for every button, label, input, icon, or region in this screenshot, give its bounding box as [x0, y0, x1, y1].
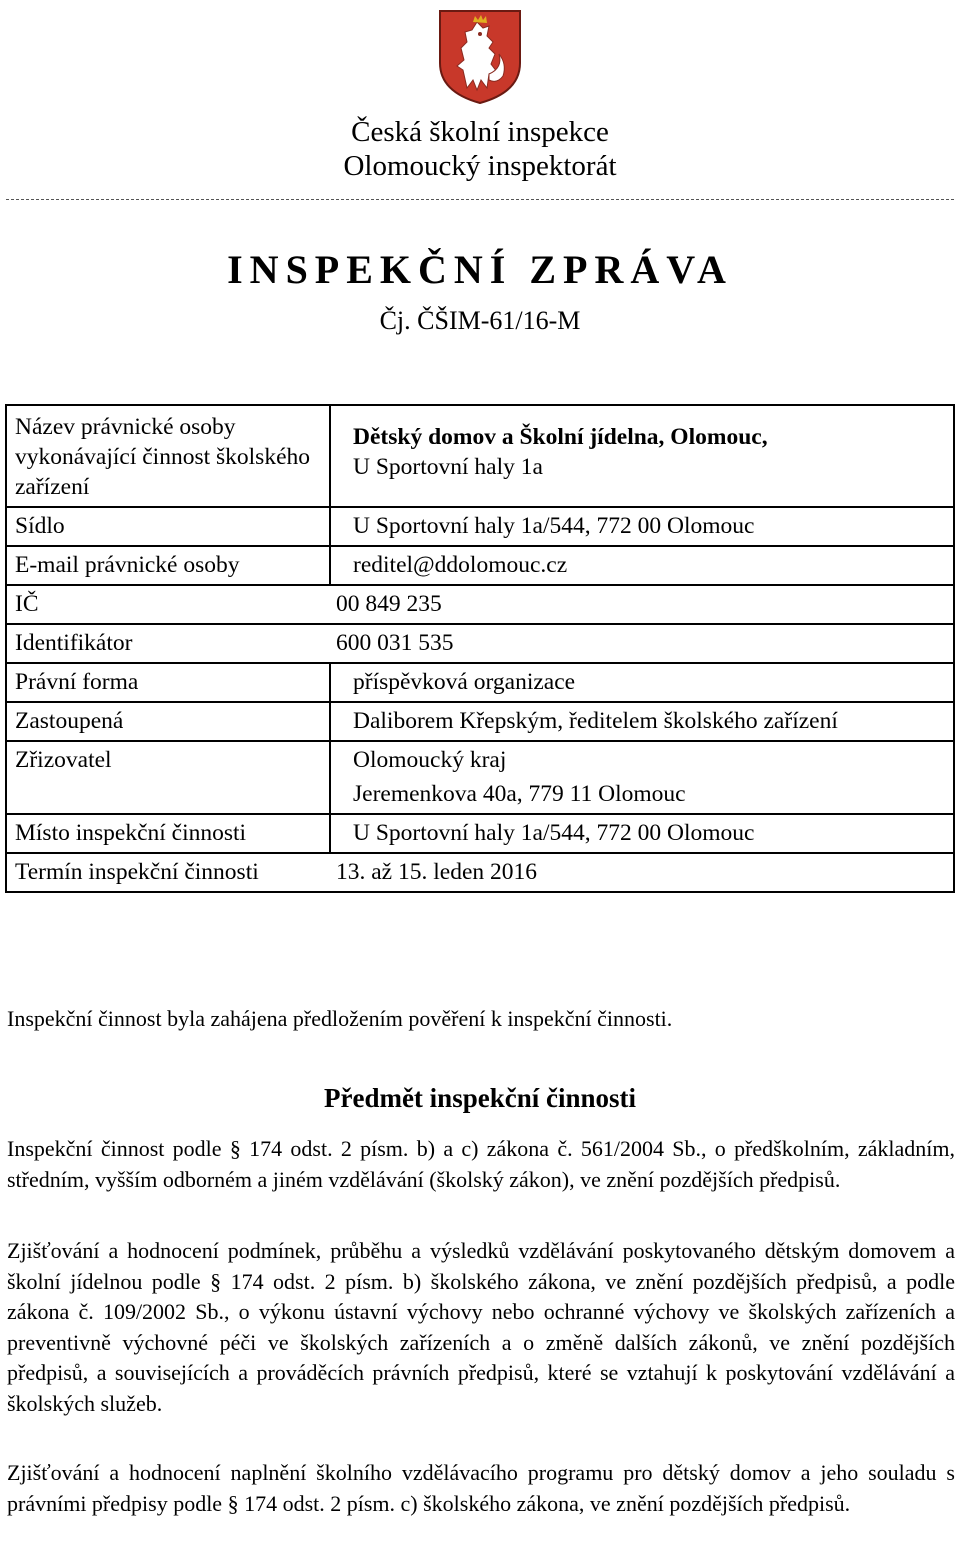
founder-value	[330, 741, 954, 814]
identifier-cell	[6, 624, 954, 663]
table-row	[6, 663, 954, 702]
term-label: Termín inspekční činnosti	[15, 859, 259, 885]
ic-label: IČ	[15, 591, 39, 617]
table-row	[6, 405, 954, 507]
organization-name: Česká školní inspekce	[351, 116, 609, 148]
table-row	[6, 741, 954, 814]
place-label: Místo inspekční činnosti	[6, 814, 330, 853]
place-value: U Sportovní haly 1a/544, 772 00 Olomouc	[330, 814, 954, 853]
table-row	[6, 585, 954, 624]
table-row	[6, 624, 954, 663]
ic-value: 00 849 235	[336, 591, 442, 617]
table-row	[6, 546, 954, 585]
represented-value: Daliborem Křepským, ředitelem školského zařízení	[330, 702, 954, 741]
founder-value-line2: Jeremenkova 40a, 779 11 Olomouc	[353, 781, 686, 807]
email-value: reditel@ddolomouc.cz	[330, 546, 954, 585]
email-label: E-mail právnické osoby	[6, 546, 330, 585]
paragraph-curriculum: Zjišťování a hodnocení naplnění školního vzdělávacího programu pro dětský domov a jeho souladu s právními předpisy podle § 174 odst. 2 písm. c) školského zákona, ve znění pozdějších předpisů.	[7, 1460, 955, 1516]
table-row	[6, 507, 954, 546]
paragraph-legal-basis: Inspekční činnost podle § 174 odst. 2 písm. b) a c) zákona č. 561/2004 Sb., o předškolním, základním, středním, vyšším odborném a jiném vzdělávání (školský zákon), ve znění pozdějších předpisů.	[7, 1136, 955, 1192]
section-heading: Předmět inspekční činnosti	[323, 1083, 636, 1113]
regional-office-name: Olomoucký inspektorát	[343, 150, 617, 182]
ic-cell	[6, 585, 954, 624]
founder-value-line1: Olomoucký kraj	[353, 747, 507, 773]
name-value	[330, 405, 954, 507]
founder-label: Zřizovatel	[6, 741, 330, 814]
header-divider	[6, 199, 954, 200]
identifier-label: Identifikátor	[15, 630, 133, 656]
name-label: Název právnické osoby vykonávající činnost školského zařízení	[6, 405, 330, 507]
table-row	[6, 853, 954, 892]
table-row	[6, 702, 954, 741]
represented-label: Zastoupená	[6, 702, 330, 741]
school-info-table	[5, 404, 955, 893]
seat-label: Sídlo	[6, 507, 330, 546]
identifier-value: 600 031 535	[336, 630, 454, 656]
name-value-line2: U Sportovní haly 1a	[353, 454, 543, 480]
report-title: INSPEKČNÍ ZPRÁVA	[227, 247, 733, 292]
table-row	[6, 814, 954, 853]
reference-number: Čj. ČŠIM-61/16-M	[379, 306, 581, 335]
seat-value: U Sportovní haly 1a/544, 772 00 Olomouc	[330, 507, 954, 546]
term-value: 13. až 15. leden 2016	[336, 859, 538, 885]
czech-lion-emblem-icon	[437, 8, 523, 106]
name-value-line1: Dětský domov a Školní jídelna, Olomouc,	[353, 424, 768, 450]
term-cell	[6, 853, 954, 892]
paragraph-conditions: Zjišťování a hodnocení podmínek, průběhu a výsledků vzdělávání poskytovaného dětským domovem a školní jídelnou podle § 174 odst. 2 písm. b) školského zákona, ve znění pozdějších předpisů, a podle zákona č. 109/2002 Sb., o výkonu ústavní výchovy nebo ochranné výchovy ve školských zařízeních a preventivně výchovné péči ve školských zařízeních a o změně dalších zákonů, ve znění pozdějších předpisů, a souvisejících a prováděcích právních předpisů, které se vztahují k poskytování vzdělávání a školských služeb.	[7, 1238, 955, 1416]
intro-paragraph: Inspekční činnost byla zahájena předložením pověření k inspekční činnosti.	[7, 1006, 673, 1031]
legal-form-label: Právní forma	[6, 663, 330, 702]
legal-form-value: příspěvková organizace	[330, 663, 954, 702]
